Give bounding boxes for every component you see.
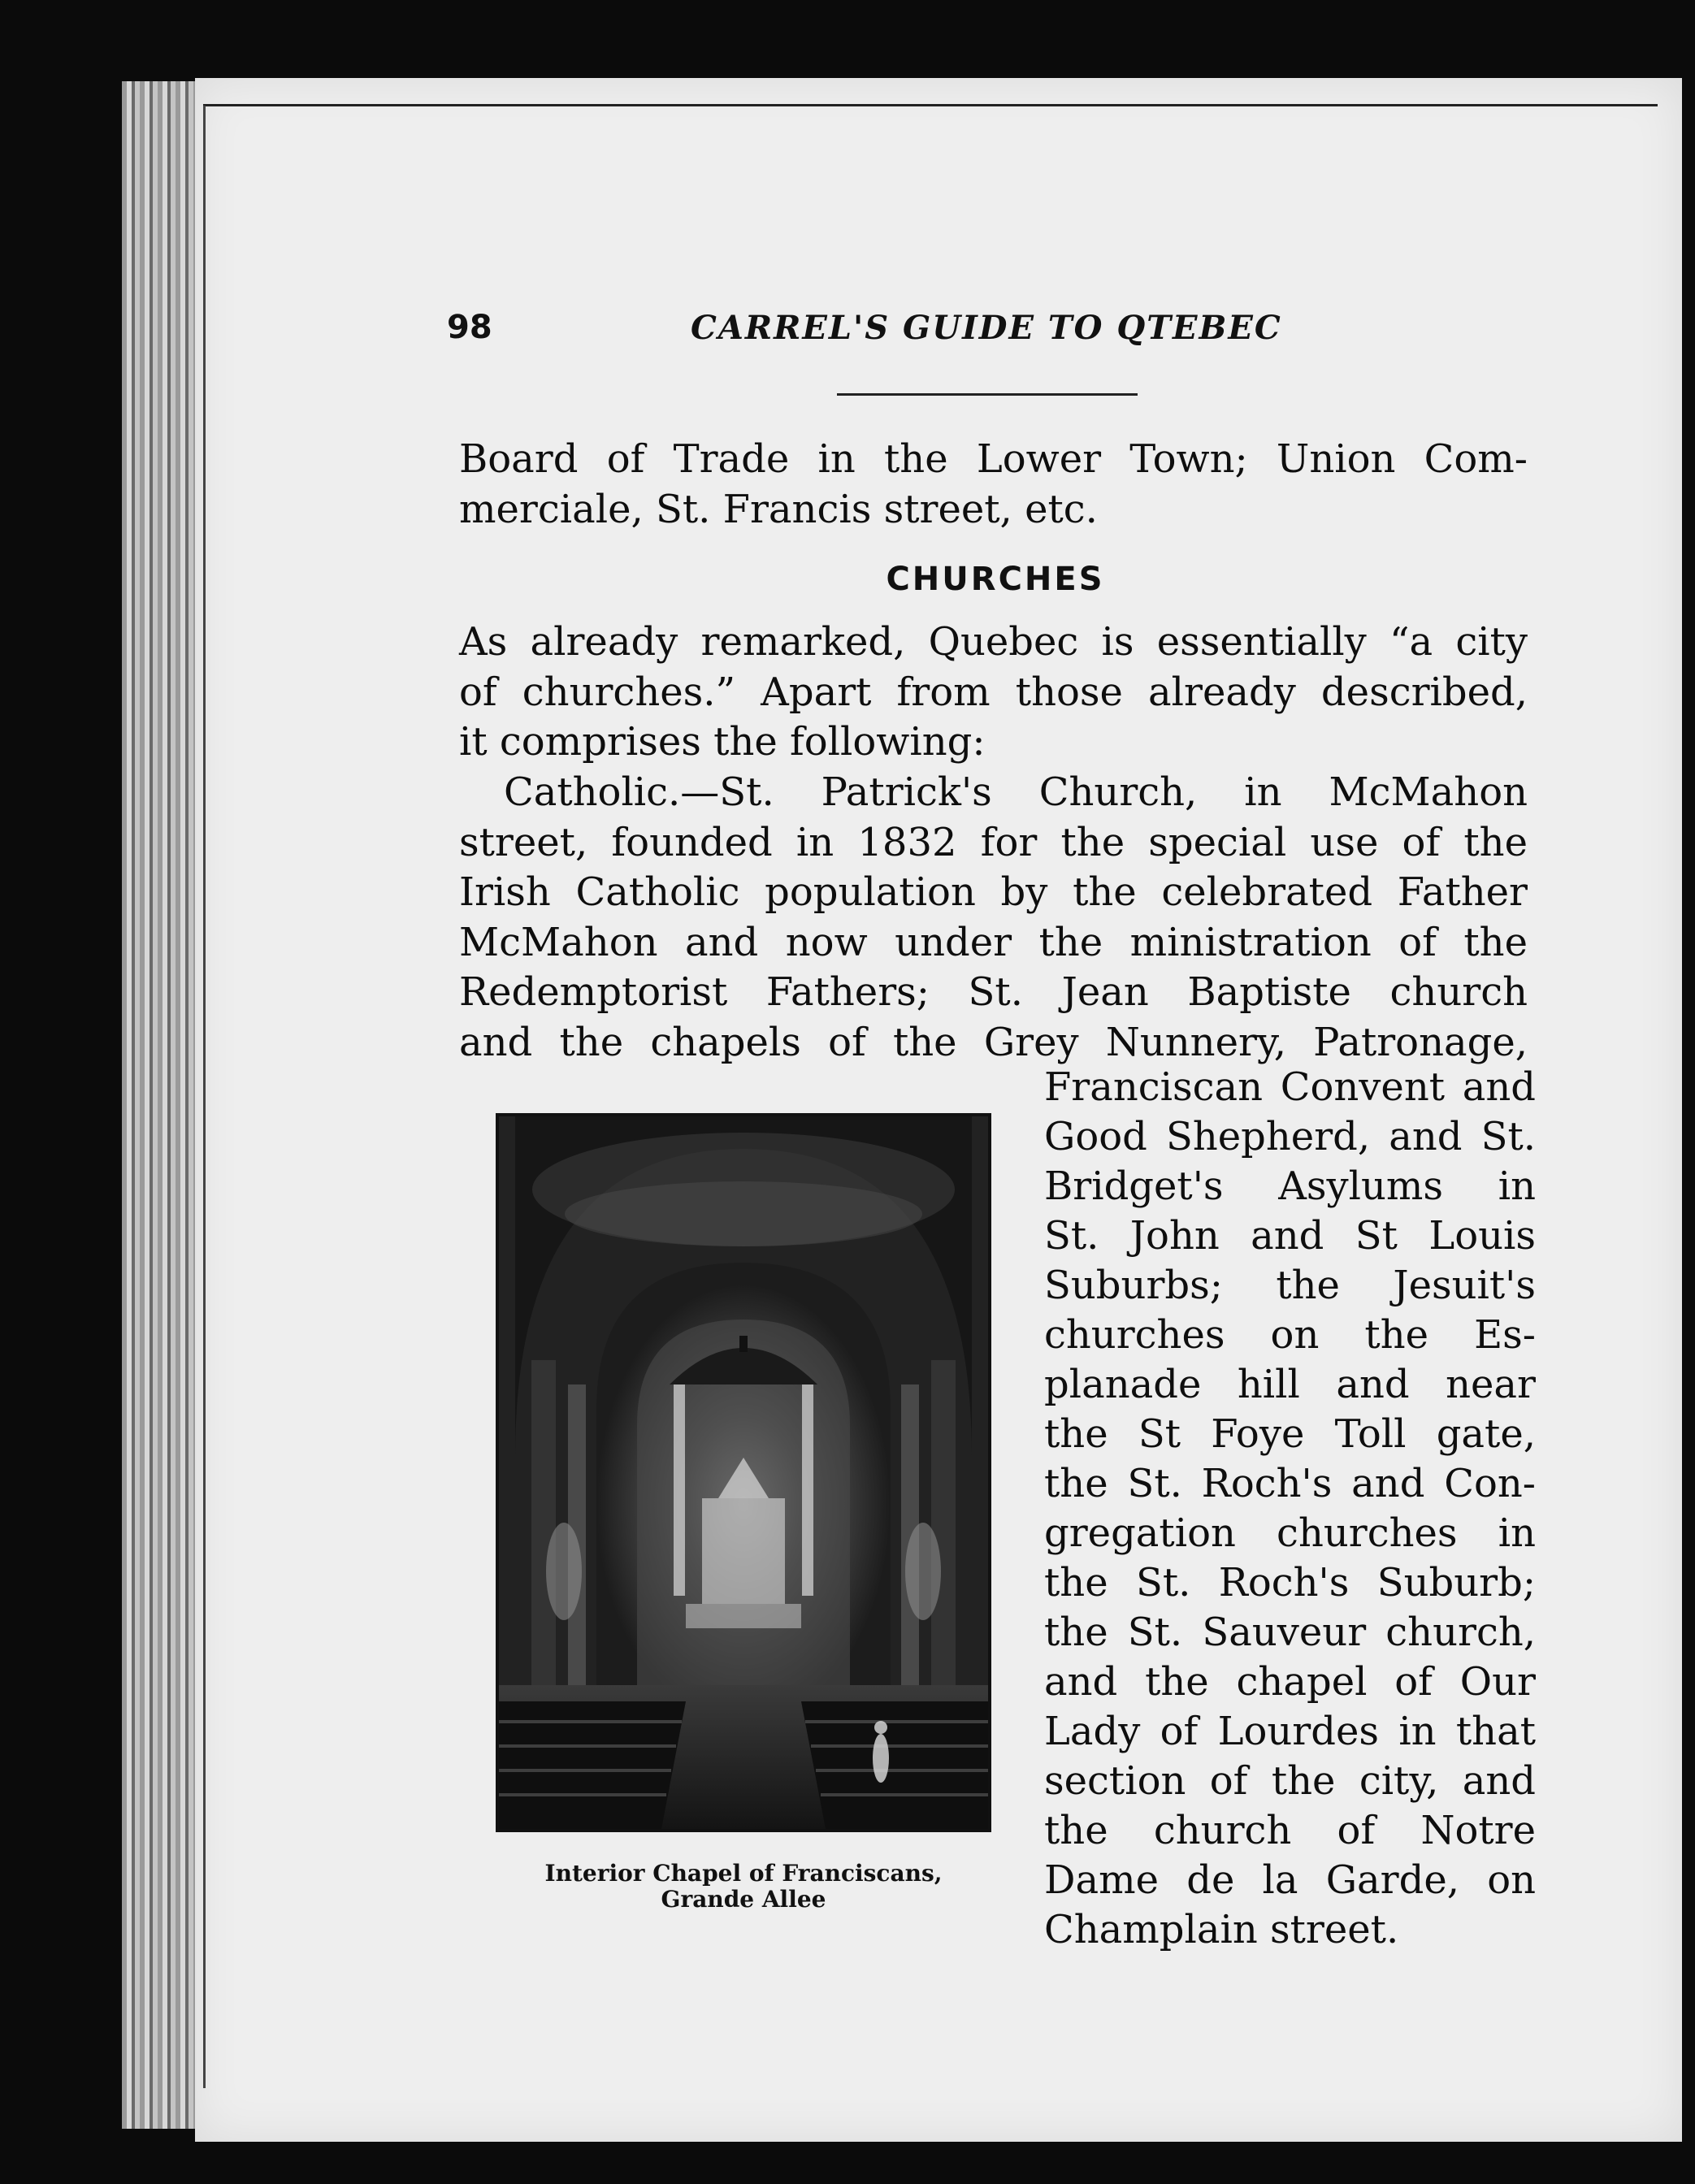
column-line: Dame de la Garde, on [1044,1857,1536,1903]
running-head [447,309,1536,358]
figure-caption-line: Grande Allee [661,1886,826,1913]
column-line: Suburbs; the Jesuit's [1044,1263,1536,1308]
body-line: As already remarked, Quebec is essentially “a city [459,619,1528,665]
chapel-interior-image [499,1116,988,1829]
section-heading: CHURCHES [886,561,1105,598]
column-line: Champlain street. [1044,1907,1399,1952]
body-line: it comprises the following: [459,719,986,765]
page-left-border [203,106,206,2088]
column-line: Lady of Lourdes in that [1044,1709,1536,1754]
column-line: the St Foye Toll gate, [1044,1411,1536,1457]
column-line: Bridget's Asylums in [1044,1164,1536,1209]
body-line: Redemptorist Fathers; St. Jean Baptiste church [459,969,1528,1015]
body-line: street, founded in 1832 for the special use of the [459,820,1528,865]
column-line: the church of Notre [1044,1808,1536,1853]
body-line: merciale, St. Francis street, etc. [459,487,1098,532]
column-line: the St. Roch's and Con- [1044,1461,1536,1506]
column-line: the St. Roch's Suburb; [1044,1560,1536,1606]
body-line: Board of Trade in the Lower Town; Union Com- [459,436,1528,482]
column-line: churches on the Es- [1044,1312,1536,1358]
body-line: and the chapels of the Grey Nunnery, Patronage, [459,1020,1528,1065]
figure-caption [496,1861,991,1913]
column-line: St. John and St Louis [1044,1213,1536,1259]
column-line: gregation churches in [1044,1510,1536,1556]
body-line: McMahon and now under the ministration of the [459,920,1528,965]
column-line: Franciscan Convent and [1044,1064,1536,1110]
body-line: of churches.” Apart from those already described, [459,670,1528,715]
page-number: 98 [447,309,492,346]
running-title: CARREL'S GUIDE TO QTEBEC [691,309,1282,347]
body-line: Irish Catholic population by the celebrated Father [459,869,1528,915]
body-line: Catholic.—St. Patrick's Church, in McMahon [504,769,1528,815]
column-line: Good Shepherd, and St. [1044,1114,1536,1159]
column-line: the St. Sauveur church, [1044,1610,1536,1655]
page-top-border [203,104,1658,106]
head-rule [837,393,1138,396]
column-line: and the chapel of Our [1044,1659,1536,1705]
column-line: planade hill and near [1044,1362,1536,1407]
chapel-interior-illustration [496,1113,991,1832]
column-line: section of the city, and [1044,1758,1536,1804]
figure-caption-line: Interior Chapel of Franciscans, [544,1860,943,1887]
